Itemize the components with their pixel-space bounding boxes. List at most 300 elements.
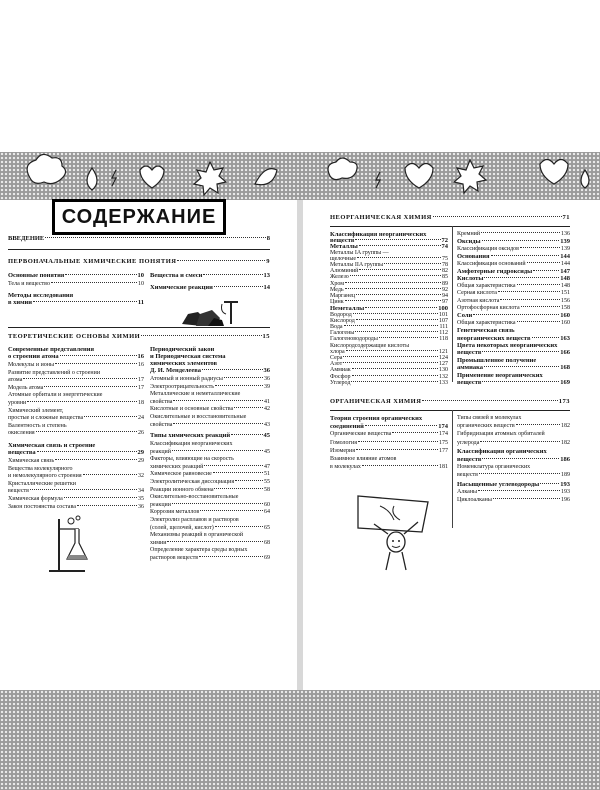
column-divider [452, 226, 453, 382]
toc-entry-page: 36 [264, 376, 270, 382]
toc-entry-page: 85 [442, 274, 448, 281]
toc-entry[interactable] [457, 298, 570, 305]
toc-entry[interactable] [457, 349, 570, 356]
toc-entry-label: Амфотерные гидроксиды [457, 268, 533, 275]
toc-entry-label: химических реакций [150, 463, 204, 470]
toc-entry-page: 100 [438, 305, 448, 313]
leader-dots [482, 381, 559, 382]
toc-entry[interactable] [457, 372, 570, 379]
leader-dots [517, 284, 561, 285]
toc-entry[interactable] [8, 370, 144, 377]
leader-dots [172, 450, 263, 451]
toc-entry[interactable] [457, 238, 570, 245]
toc-entry-page: 177 [439, 447, 448, 454]
toc-entry[interactable] [150, 441, 270, 448]
toc-entry-page: 34 [138, 488, 144, 495]
toc-entry[interactable] [150, 414, 270, 421]
toc-entry[interactable] [150, 502, 270, 509]
toc-entry-label: Теория строения органических [330, 415, 423, 422]
toc-entry-page: 147 [560, 268, 570, 275]
drop-icon [581, 170, 589, 188]
toc-entry-page: 169 [560, 379, 570, 386]
toc-entry-basic-notions[interactable]: Основные понятия 10 [8, 272, 144, 279]
toc-entry[interactable] [150, 509, 270, 516]
toc-entry-page: 174 [438, 423, 448, 431]
toc-entry-page: 139 [561, 245, 570, 252]
section-heading: Периодический закон [150, 346, 215, 353]
toc-entry-page: 118 [439, 336, 448, 343]
toc-entry-label: Электролиз расплавов и растворов [150, 517, 239, 523]
page-title: СОДЕРЖАНИЕ [52, 199, 226, 235]
toc-entry-label: Оксиды [457, 238, 481, 246]
toc-entry-page: 133 [439, 379, 448, 386]
toc-entry-label: Химическая формула [8, 496, 63, 502]
leader-dots [516, 424, 560, 425]
toc-entry-organic[interactable]: ОРГАНИЧЕСКАЯ ХИМИЯ 173 [330, 398, 570, 405]
toc-entry[interactable] [457, 320, 570, 327]
toc-entry[interactable] [150, 456, 270, 463]
cloud-icon [27, 154, 65, 183]
toc-entry-page: 45 [264, 448, 270, 455]
toc-entry-label: Промышленное получение [457, 356, 537, 364]
toc-entry-label: Металлические и неметаллические [150, 391, 241, 398]
toc-entry-page: 175 [439, 439, 448, 446]
toc-entry[interactable] [8, 423, 144, 430]
toc-entry-methods[interactable]: в химии 11 [8, 299, 144, 306]
toc-entry-label: Атомные орбитали и энергетические [8, 392, 103, 399]
toc-entry-page: 166 [560, 349, 570, 357]
toc-entry-periodic-law[interactable]: Д. И. Менделеева 36 [150, 367, 270, 374]
leader-dots [352, 375, 438, 376]
toc-entry[interactable] [457, 431, 570, 438]
toc-entry-page: 189 [561, 472, 570, 479]
toc-entry-page: 36 [138, 503, 144, 510]
leader-dots [521, 306, 560, 307]
toc-entry[interactable] [330, 440, 448, 447]
toc-entry-label: Фосфор [330, 373, 351, 380]
toc-entry-label: Хром [330, 280, 345, 287]
character-banner-illustration [350, 488, 440, 572]
leader-dots [500, 299, 560, 300]
toc-entry-page: 43 [264, 421, 270, 428]
leader-dots [481, 232, 560, 233]
toc-entry[interactable] [457, 283, 570, 290]
toc-entry-label: химии [150, 539, 167, 546]
toc-entry[interactable] [457, 472, 570, 479]
divider [8, 327, 270, 328]
toc-entry-basic-concepts[interactable]: ПЕРВОНАЧАЛЬНЫЕ ХИМИЧЕСКИЕ ПОНЯТИЯ 9 [8, 258, 270, 265]
toc-entry[interactable] [457, 305, 570, 312]
leader-dots [235, 480, 263, 481]
burst-icon [194, 162, 226, 195]
toc-entry[interactable] [457, 440, 570, 447]
toc-entry[interactable] [150, 422, 270, 429]
toc-entry[interactable] [457, 231, 570, 238]
toc-entry-label: Металлы IA группы — [330, 249, 389, 256]
toc-entry-label: Химический элемент, [8, 407, 64, 414]
toc-entry-page: 148 [561, 282, 570, 289]
toc-entry[interactable] [457, 327, 570, 334]
book-gutter [297, 200, 303, 690]
leader-dots [344, 325, 439, 326]
toc-entry-page: 47 [264, 463, 270, 470]
toc-entry[interactable] [150, 547, 270, 554]
toc-entry[interactable] [457, 415, 570, 422]
leader-dots [533, 270, 559, 271]
toc-entry[interactable] [150, 494, 270, 501]
toc-entry-label: веществ [457, 472, 479, 479]
leader-dots [23, 378, 137, 379]
toc-entry-page: 18 [138, 400, 144, 406]
toc-entry-label: углерода [457, 439, 480, 446]
coal-illustration [178, 296, 248, 328]
toc-entry-page: 182 [561, 439, 570, 446]
toc-entry[interactable] [150, 391, 270, 398]
toc-entry-page: 158 [561, 305, 570, 311]
toc-entry-label: веществ [457, 349, 482, 357]
toc-entry-label: Окислительные и восстановительные [150, 414, 247, 420]
leader-dots [83, 474, 137, 475]
leader-dots [379, 337, 438, 338]
toc-entry[interactable] [150, 555, 270, 562]
toc-entry-atom-structure[interactable]: о строении атома 16 [8, 353, 144, 360]
leader-dots [478, 490, 560, 491]
toc-entry-page: 127 [439, 361, 448, 368]
toc-entry[interactable] [150, 487, 270, 494]
toc-entry-page: 182 [561, 423, 570, 430]
toc-entry-page: 94 [442, 293, 448, 299]
leader-dots [345, 282, 441, 283]
toc-entry-label: Модель атома [8, 384, 44, 391]
toc-entry-label: Определение характера среды водных [150, 547, 248, 554]
leader-dots [55, 363, 137, 364]
toc-entry-label: Кремний [457, 231, 481, 237]
toc-entry-label: аммиака [457, 364, 483, 372]
toc-entry-label: веществ [457, 456, 482, 463]
toc-entry-page: 17 [138, 377, 144, 384]
toc-entry-label: Генетическая связь [457, 327, 515, 335]
toc-entry-label: Вещества молекулярного [8, 465, 73, 472]
toc-entry-page: 60 [264, 501, 270, 508]
toc-entry[interactable] [330, 456, 448, 463]
toc-entry[interactable] [457, 497, 570, 504]
toc-entry-inorganic[interactable]: НЕОРГАНИЧЕСКАЯ ХИМИЯ 71 [330, 214, 570, 221]
toc-entry[interactable] [457, 253, 570, 260]
leader-dots [357, 257, 441, 258]
toc-entry-page: 139 [560, 238, 570, 246]
toc-entry[interactable] [457, 275, 570, 282]
leader-dots [204, 465, 263, 466]
section-heading: химических элементов [150, 360, 218, 367]
drop-icon [87, 168, 97, 190]
toc-entry-label: Классификация оксидов [457, 245, 519, 252]
leader-dots [484, 366, 559, 367]
toc-entry[interactable] [150, 406, 270, 413]
toc-entry-label: Классификация неорганических [330, 231, 427, 238]
divider [330, 410, 570, 411]
leader-dots [527, 262, 560, 263]
toc-entry-label: Органические вещества [330, 431, 392, 438]
toc-entry-page: 112 [439, 330, 448, 337]
toc-entry[interactable] [150, 532, 270, 539]
leader-dots [199, 556, 263, 557]
leader-dots [359, 245, 441, 246]
burst-icon [454, 160, 486, 193]
toc-entry-bodies[interactable]: Тела и вещество 10 [8, 281, 144, 287]
toc-entry-page: 163 [560, 334, 570, 342]
toc-entry[interactable] [150, 384, 270, 391]
toc-entry[interactable] [457, 290, 570, 297]
toc-entry-label: Циклоалканы [457, 497, 492, 503]
toc-entry[interactable] [8, 430, 144, 437]
toc-entry[interactable] [8, 392, 144, 399]
toc-entry-label: и немолекулярного строения [8, 473, 82, 480]
leader-dots [234, 407, 263, 408]
toc-entry-label: Кислородсодержащие кислоты [330, 342, 410, 349]
leader-dots [173, 400, 263, 401]
toc-entry-label: Кристаллические решетки [8, 480, 76, 487]
toc-entry-page: 101 [439, 311, 448, 318]
section-heading: и Периодическая система [150, 353, 226, 360]
leader-dots [482, 458, 559, 459]
toc-entry-label: веществ [330, 237, 355, 245]
toc-entry-label: Алканы [457, 488, 478, 495]
toc-entry-label: Электролитическая диссоциация [150, 479, 235, 485]
toc-entry[interactable] [330, 431, 448, 438]
toc-entry-label: атома [8, 377, 23, 384]
toc-entry[interactable] [8, 362, 144, 369]
toc-entry[interactable] [150, 449, 270, 456]
toc-entry[interactable] [330, 380, 448, 387]
toc-entry[interactable] [8, 504, 144, 511]
leader-dots [356, 449, 438, 450]
toc-entry[interactable] [457, 312, 570, 319]
toc-entry[interactable] [8, 481, 144, 488]
section-heading: Химическая связь и строение [8, 442, 96, 449]
leader-dots [215, 385, 263, 386]
heart-icon [405, 164, 433, 189]
toc-entry[interactable] [457, 357, 570, 364]
toc-entry[interactable] [8, 466, 144, 473]
halftone-band-bottom [0, 690, 600, 790]
leader-dots [346, 350, 438, 351]
toc-entry-label: Молекулы и ионы [8, 362, 55, 368]
toc-entry[interactable] [150, 525, 270, 532]
leader-dots [484, 277, 559, 278]
toc-entry-label: Развитие представлений о строении [8, 369, 101, 376]
toc-entry[interactable] [150, 517, 270, 524]
toc-entry-page: 151 [561, 290, 570, 297]
toc-entry[interactable] [457, 261, 570, 268]
toc-entry-page: 82 [442, 268, 448, 275]
toc-entry[interactable] [457, 489, 570, 496]
toc-entry-label: Гибридизация атомных орбиталей [457, 431, 545, 438]
toc-entry[interactable] [8, 415, 144, 422]
toc-entry-page: 111 [439, 324, 448, 330]
toc-entry[interactable] [457, 335, 570, 342]
toc-entry-page: 144 [561, 260, 570, 267]
toc-entry[interactable] [457, 448, 570, 455]
toc-entry-label: Неметаллы [330, 305, 365, 313]
leader-dots [200, 510, 263, 511]
toc-entry-label: Реакции ионного обмена [150, 486, 214, 493]
toc-entry[interactable] [8, 408, 144, 415]
toc-entry-page: 193 [561, 488, 570, 495]
toc-entry-page: 35 [138, 496, 144, 502]
toc-entry-page: 68 [264, 539, 270, 546]
toc-entry-page: 174 [439, 431, 448, 438]
toc-entry-label: Сера [330, 355, 343, 361]
toc-entry-label: простые и сложные вещества [8, 415, 84, 422]
toc-entry-page: 58 [264, 486, 270, 493]
toc-entry-page: 65 [264, 524, 270, 531]
toc-entry[interactable] [150, 376, 270, 383]
toc-entry-page: 17 [138, 384, 144, 391]
toc-entry-page: 144 [560, 253, 570, 261]
toc-entry[interactable] [150, 464, 270, 471]
toc-entry-page: 124 [439, 355, 448, 361]
toc-entry-label: Изомерия [330, 447, 355, 454]
toc-entry-label: органических веществ [457, 423, 515, 430]
toc-entry-label: Кислоты [457, 275, 484, 283]
toc-entry-page: 39 [264, 383, 270, 390]
toc-entry-label: Алюминий [330, 268, 359, 275]
toc-entry-page: 55 [264, 479, 270, 485]
toc-entry[interactable] [8, 458, 144, 465]
toc-entry-label: окисления [8, 430, 35, 437]
toc-entry-page: 160 [561, 319, 570, 326]
divider [330, 226, 570, 227]
leaf-icon [255, 169, 277, 185]
toc-entry-label: хлора [330, 348, 345, 355]
toc-entry[interactable] [150, 471, 270, 478]
leader-dots [358, 441, 438, 442]
toc-entry[interactable] [457, 379, 570, 386]
toc-entry-page: 92 [442, 286, 448, 293]
leader-dots [84, 416, 137, 417]
toc-entry-label: Цвета некоторых неорганических [457, 342, 558, 349]
toc-entry[interactable] [330, 448, 448, 455]
leader-dots [355, 239, 440, 240]
toc-entry-label: Факторы, влияющие на скорость [150, 456, 234, 463]
toc-entry-reaction-types[interactable]: Типы химических реакций 45 [150, 432, 270, 439]
toc-entry-label: Атомный и ионный радиусы [150, 376, 223, 382]
toc-entry[interactable] [457, 464, 570, 471]
leader-dots [356, 319, 438, 320]
toc-entry[interactable] [330, 423, 448, 430]
toc-entry[interactable] [150, 540, 270, 547]
toc-entry-substances[interactable]: Вещества и смеси 13 [150, 272, 270, 279]
toc-entry-page: 193 [560, 480, 570, 488]
toc-entry-page: 186 [560, 456, 570, 463]
leader-dots [532, 337, 560, 338]
toc-entry[interactable] [330, 464, 448, 471]
toc-entry-label: Классификация органических [457, 447, 547, 455]
toc-entry-label: Ортофосфорная кислота [457, 305, 520, 311]
leader-dots [350, 275, 441, 276]
leader-dots [351, 381, 438, 382]
toc-entry-label: Механизмы реакций в органической [150, 532, 244, 539]
toc-entry-chemical-bond[interactable]: вещества 29 [8, 449, 144, 456]
toc-entry-page: 107 [439, 317, 448, 324]
toc-entry-label: Электроотрицательность [150, 383, 215, 390]
toc-entry[interactable] [457, 268, 570, 275]
toc-entry-page: 64 [264, 509, 270, 516]
toc-entry-label: Классификация неорганических [150, 441, 233, 447]
leader-dots [64, 497, 137, 498]
toc-entry-label: Типы связей в молекулах [457, 415, 522, 421]
leader-dots [352, 368, 438, 369]
toc-entry-page: 32 [138, 473, 144, 480]
toc-entry[interactable] [8, 488, 144, 495]
toc-entry-label: Гомология [330, 439, 357, 446]
leader-dots [493, 498, 560, 499]
toc-entry[interactable] [330, 415, 448, 422]
leader-dots [384, 263, 441, 264]
leader-dots [215, 526, 263, 527]
leader-dots [167, 541, 263, 542]
toc-entry-label: Общая характеристика [457, 282, 516, 289]
toc-entry-theory[interactable]: ТЕОРЕТИЧЕСКИЕ ОСНОВЫ ХИМИИ 15 [8, 333, 270, 340]
toc-entry-page: 74 [441, 243, 448, 251]
leader-dots [172, 503, 263, 504]
toc-entry[interactable] [457, 364, 570, 371]
toc-entry-label: Кислород [330, 317, 355, 324]
toc-entry[interactable] [457, 481, 570, 488]
leader-dots [55, 459, 137, 460]
toc-entry-intro[interactable]: ВВЕДЕНИЕ 8 [8, 235, 270, 242]
leader-dots [540, 483, 559, 484]
heart-icon [140, 166, 164, 188]
leader-dots [345, 300, 441, 301]
toc-entry[interactable] [457, 246, 570, 253]
toc-entry-page: 181 [439, 464, 448, 471]
toc-entry-label: (солей, щелочей, кислот) [150, 524, 214, 531]
toc-entry-reactions[interactable]: Химические реакции 14 [150, 284, 270, 291]
toc-entry[interactable] [150, 479, 270, 486]
toc-entry-page: 16 [138, 362, 144, 368]
toc-entry[interactable] [8, 377, 144, 384]
toc-entry-label: Железо [330, 274, 349, 281]
doodle-decoration [0, 148, 600, 200]
toc-entry[interactable] [457, 423, 570, 430]
toc-entry[interactable] [8, 496, 144, 503]
toc-entry-label: реакций [150, 448, 171, 455]
toc-entry[interactable] [457, 456, 570, 463]
toc-entry-label: Соли [457, 312, 473, 320]
leader-dots [30, 489, 137, 490]
toc-entry-label: Марганец [330, 293, 356, 299]
leader-dots [343, 356, 438, 357]
toc-entry[interactable] [457, 342, 570, 349]
toc-entry-label: соединений [330, 423, 364, 431]
toc-entry-page: 29 [138, 458, 144, 464]
column-divider [452, 410, 453, 528]
toc-entry-label: в молекулах [330, 464, 361, 471]
toc-entry-page: 51 [264, 471, 270, 478]
toc-entry-page: 156 [561, 297, 570, 304]
leader-dots [213, 472, 263, 473]
toc-entry[interactable] [8, 473, 144, 480]
toc-entry-page: 196 [561, 497, 570, 503]
toc-entry-page: 168 [560, 364, 570, 372]
toc-entry[interactable] [8, 400, 144, 407]
section-heading: Современные представления [8, 346, 94, 353]
toc-entry-label: Углерод [330, 379, 351, 386]
toc-entry-page: 132 [439, 373, 448, 380]
leader-dots [355, 331, 438, 332]
toc-entry-label: Металлы IIA группы [330, 262, 384, 268]
